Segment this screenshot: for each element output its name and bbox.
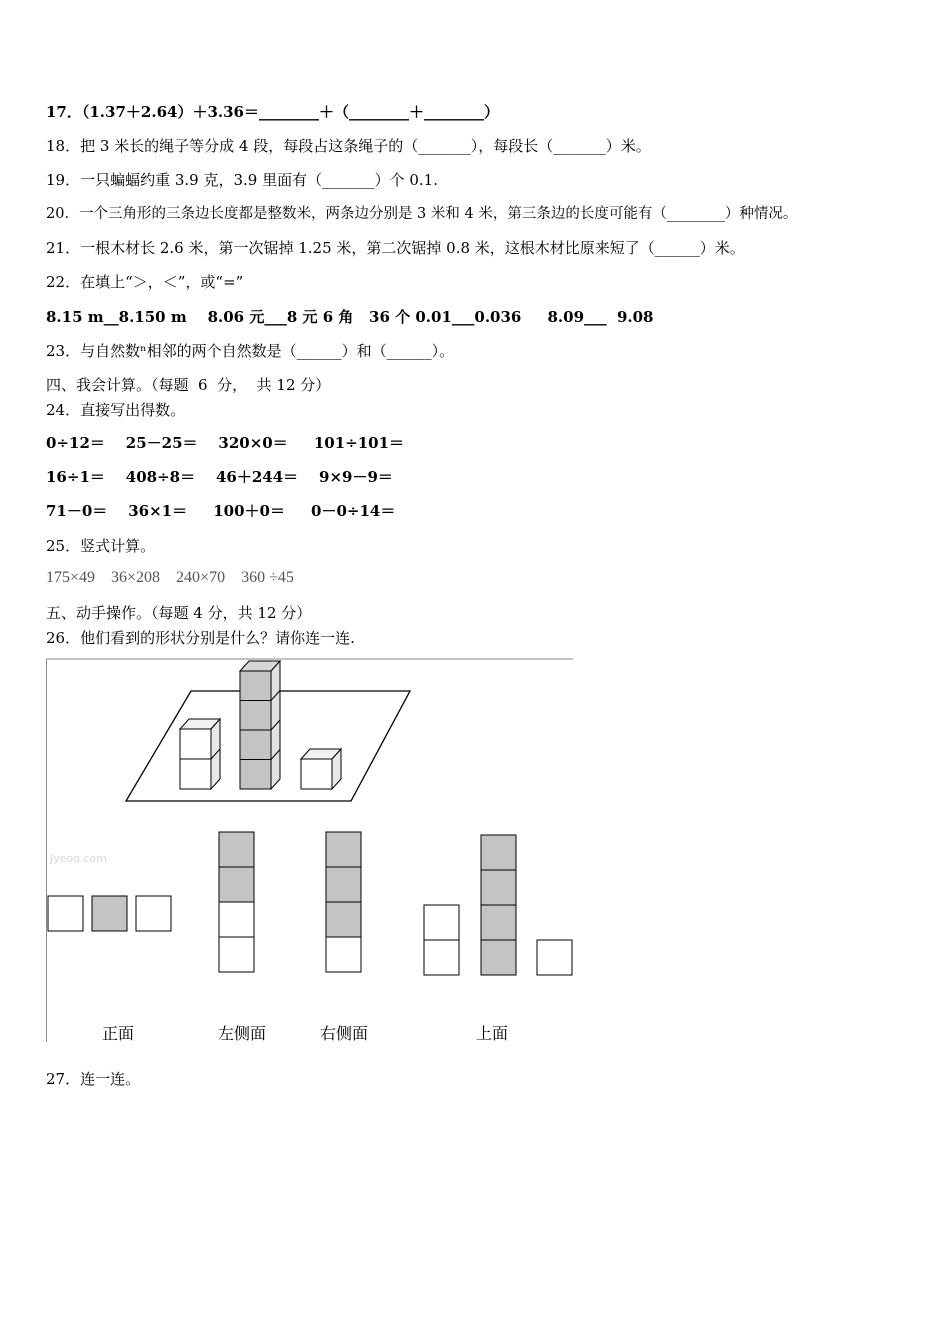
caption-top: 上面 bbox=[475, 1024, 509, 1043]
question-20: 20．一个三角形的三条边长度都是整数米，两条边分别是 3 米和 4 米，第三条边的长度可能有（________）种情况。 bbox=[46, 206, 798, 222]
question-25: 25．竖式计算。 bbox=[46, 537, 156, 555]
question-19: 19．一只蝙蝠约重 3.9 克，3.9 里面有（_______）个 0.1. bbox=[46, 171, 438, 189]
watermark: Jyeoo.com bbox=[50, 852, 107, 865]
question-22: 22．在填上“＞，＜”，或“=” bbox=[46, 273, 244, 291]
caption-right-side: 右侧面 bbox=[319, 1024, 369, 1043]
caption-left-side: 左侧面 bbox=[217, 1024, 267, 1043]
section-4-heading: 四、我会计算。（每题 6 分， 共 12 分） bbox=[46, 376, 331, 394]
left-side-view bbox=[219, 832, 254, 972]
tall-stack-cubes bbox=[240, 661, 280, 789]
question-21: 21．一根木材长 2.6 米，第一次锯掉 1.25 米，第二次锯掉 0.8 米，这根木材比原来短了（______）米。 bbox=[46, 239, 745, 257]
caption-front: 正面 bbox=[101, 1024, 135, 1043]
question-24: 24．直接写出得数。 bbox=[46, 401, 186, 419]
question-22-items: 8.15 m__8.150 m 8.06 元___8 元 6 角 36 个 0.01___0.036 8.09___ 9.08 bbox=[46, 308, 654, 326]
question-18: 18．把 3 米长的绳子等分成 4 段，每段占这条绳子的（_______），每段长（_______）米。 bbox=[46, 137, 651, 155]
single-cube bbox=[301, 749, 341, 789]
question-26: 26．他们看到的形状分别是什么？请你连一连. bbox=[46, 629, 355, 647]
views-figure bbox=[46, 658, 574, 1043]
question-24-row-1: 0÷12＝ 25－25＝ 320×0＝ 101÷101＝ bbox=[46, 434, 405, 452]
question-27: 27．连一连。 bbox=[46, 1070, 141, 1088]
left-stack-cubes bbox=[180, 719, 220, 789]
section-5-heading: 五、动手操作。（每题 4 分，共 12 分） bbox=[46, 604, 312, 622]
question-17: 17．（1.37＋2.64）＋3.36＝________＋（________＋________） bbox=[46, 103, 499, 121]
question-23: 23．与自然数ⁿ相邻的两个自然数是（______）和（______）。 bbox=[46, 342, 455, 360]
question-24-row-3: 71－0＝ 36×1＝ 100＋0＝ 0－0÷14＝ bbox=[46, 502, 396, 520]
right-side-view bbox=[326, 832, 361, 972]
question-25-items: 175×49 36×208 240×70 360 ÷45 bbox=[46, 569, 294, 586]
front-view bbox=[48, 896, 171, 931]
top-view bbox=[424, 835, 572, 975]
question-24-row-2: 16÷1＝ 408÷8＝ 46＋244＝ 9×9－9＝ bbox=[46, 468, 393, 486]
